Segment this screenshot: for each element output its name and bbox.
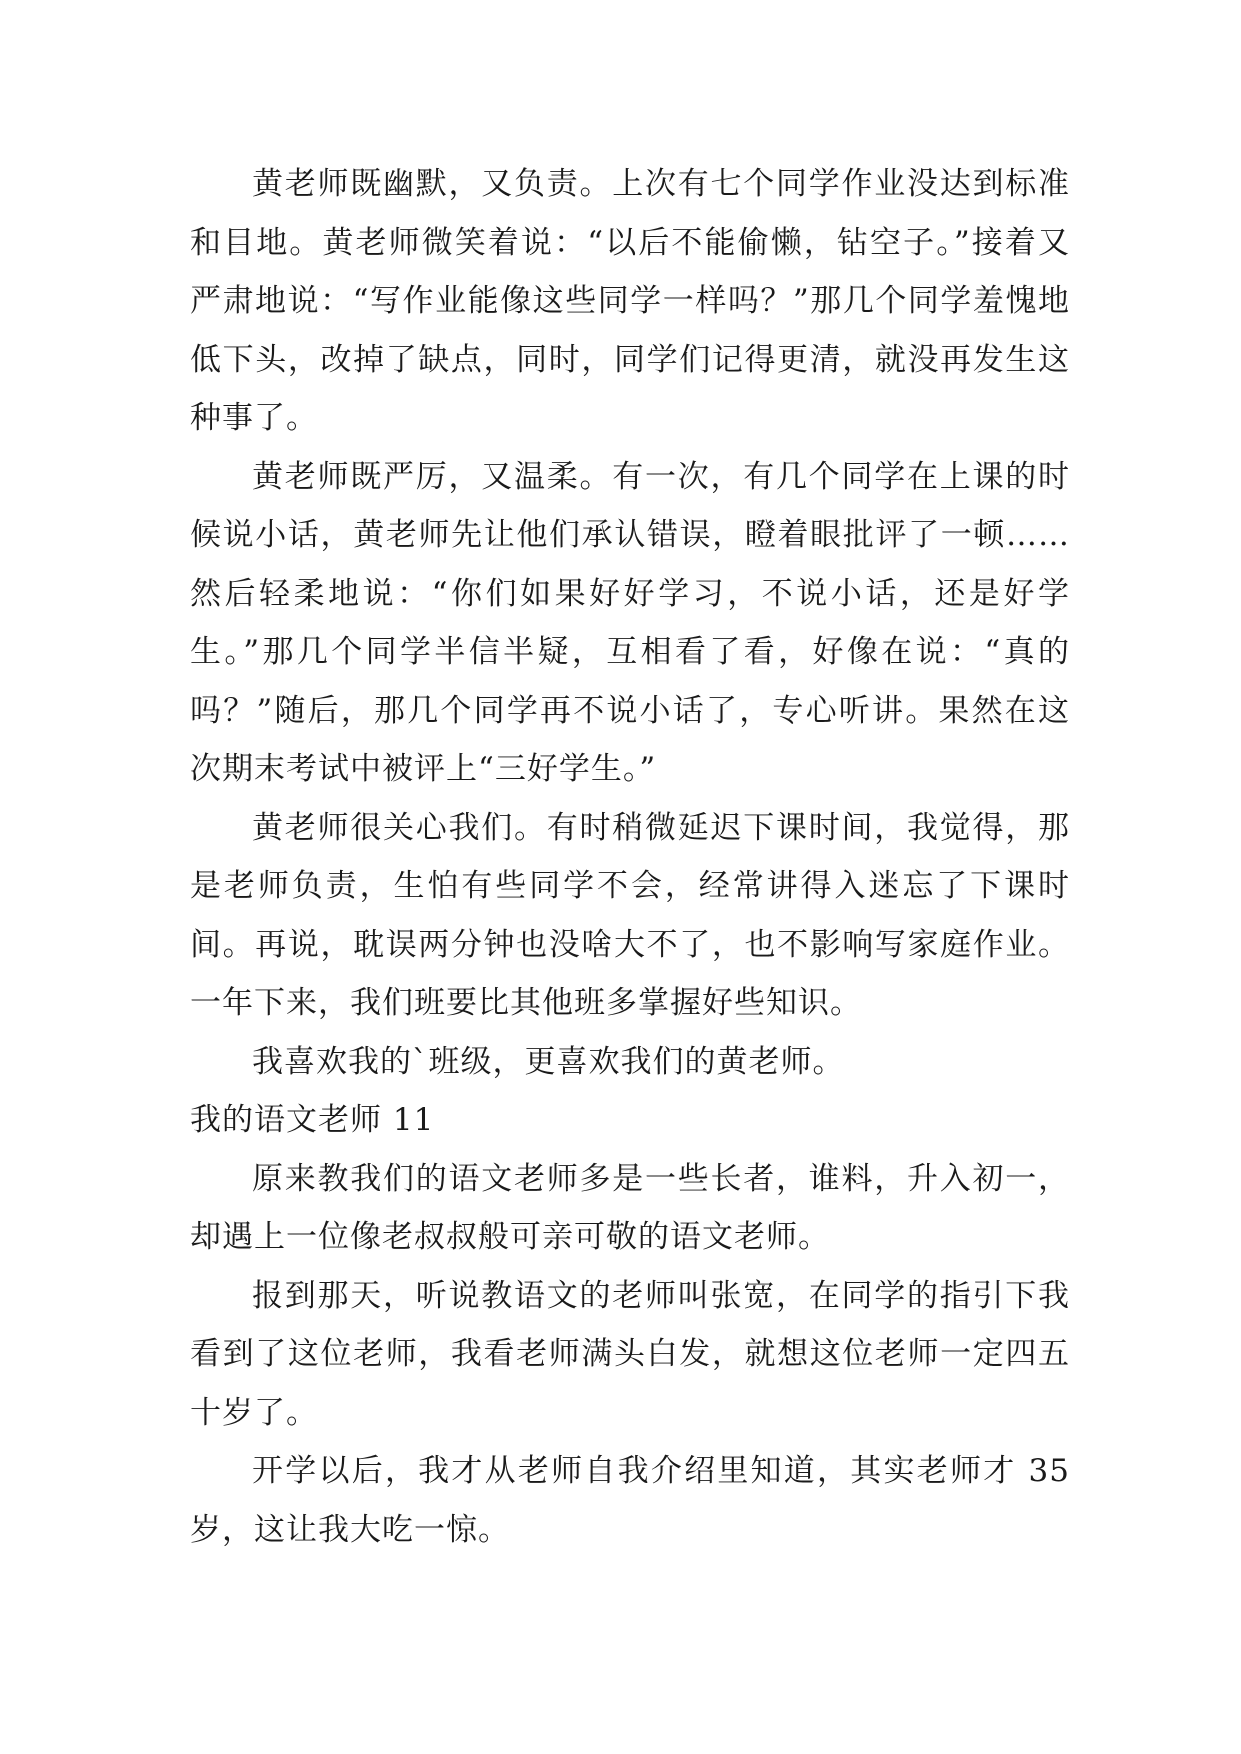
paragraph-strict: 黄老师既严厉，又温柔。有一次，有几个同学在上课的时候说小话，黄老师先让他们承认错误，瞪着眼批评了一顿……然后轻柔地说：“你们如果好好学习，不说小话，还是好学生。”那几个同学半信半疑，互相看了看，好像在说：“真的吗？”随后，那几个同学再不说小话了，专心听讲。果然在这次期末考试中被评上“三好学生。” bbox=[190, 458, 1070, 787]
paragraph-conclusion: 我喜欢我的`班级，更喜欢我们的黄老师。 bbox=[252, 1043, 845, 1080]
paragraph-intro: 原来教我们的语文老师多是一些长者，谁料，升入初一，却遇上一位像老叔叔般可亲可敬的语文老师。 bbox=[190, 1160, 1070, 1255]
paragraph-first-day: 报到那天，听说教语文的老师叫张宽，在同学的指引下我看到了这位老师，我看老师满头白发，就想这位老师一定四五十岁了。 bbox=[190, 1277, 1070, 1431]
document-body bbox=[190, 155, 1070, 1559]
section-title: 我的语文老师 11 bbox=[190, 1102, 435, 1138]
paragraph-age: 开学以后，我才从老师自我介绍里知道，其实老师才 35 岁，这让我大吃一惊。 bbox=[190, 1453, 1070, 1548]
paragraph-care: 黄老师很关心我们。有时稍微延迟下课时间，我觉得，那是老师负责，生怕有些同学不会，经常讲得入迷忘了下课时间。再说，耽误两分钟也没啥大不了，也不影响写家庭作业。一年下来，我们班要比其他班多掌握好些知识。 bbox=[190, 809, 1070, 1021]
paragraph-humor: 黄老师既幽默，又负责。上次有七个同学作业没达到标准和目地。黄老师微笑着说：“以后不能偷懒，钻空子。”接着又严肃地说：“写作业能像这些同学一样吗？”那几个同学羞愧地低下头，改掉了缺点，同时，同学们记得更清，就没再发生这种事了。 bbox=[190, 166, 1070, 436]
